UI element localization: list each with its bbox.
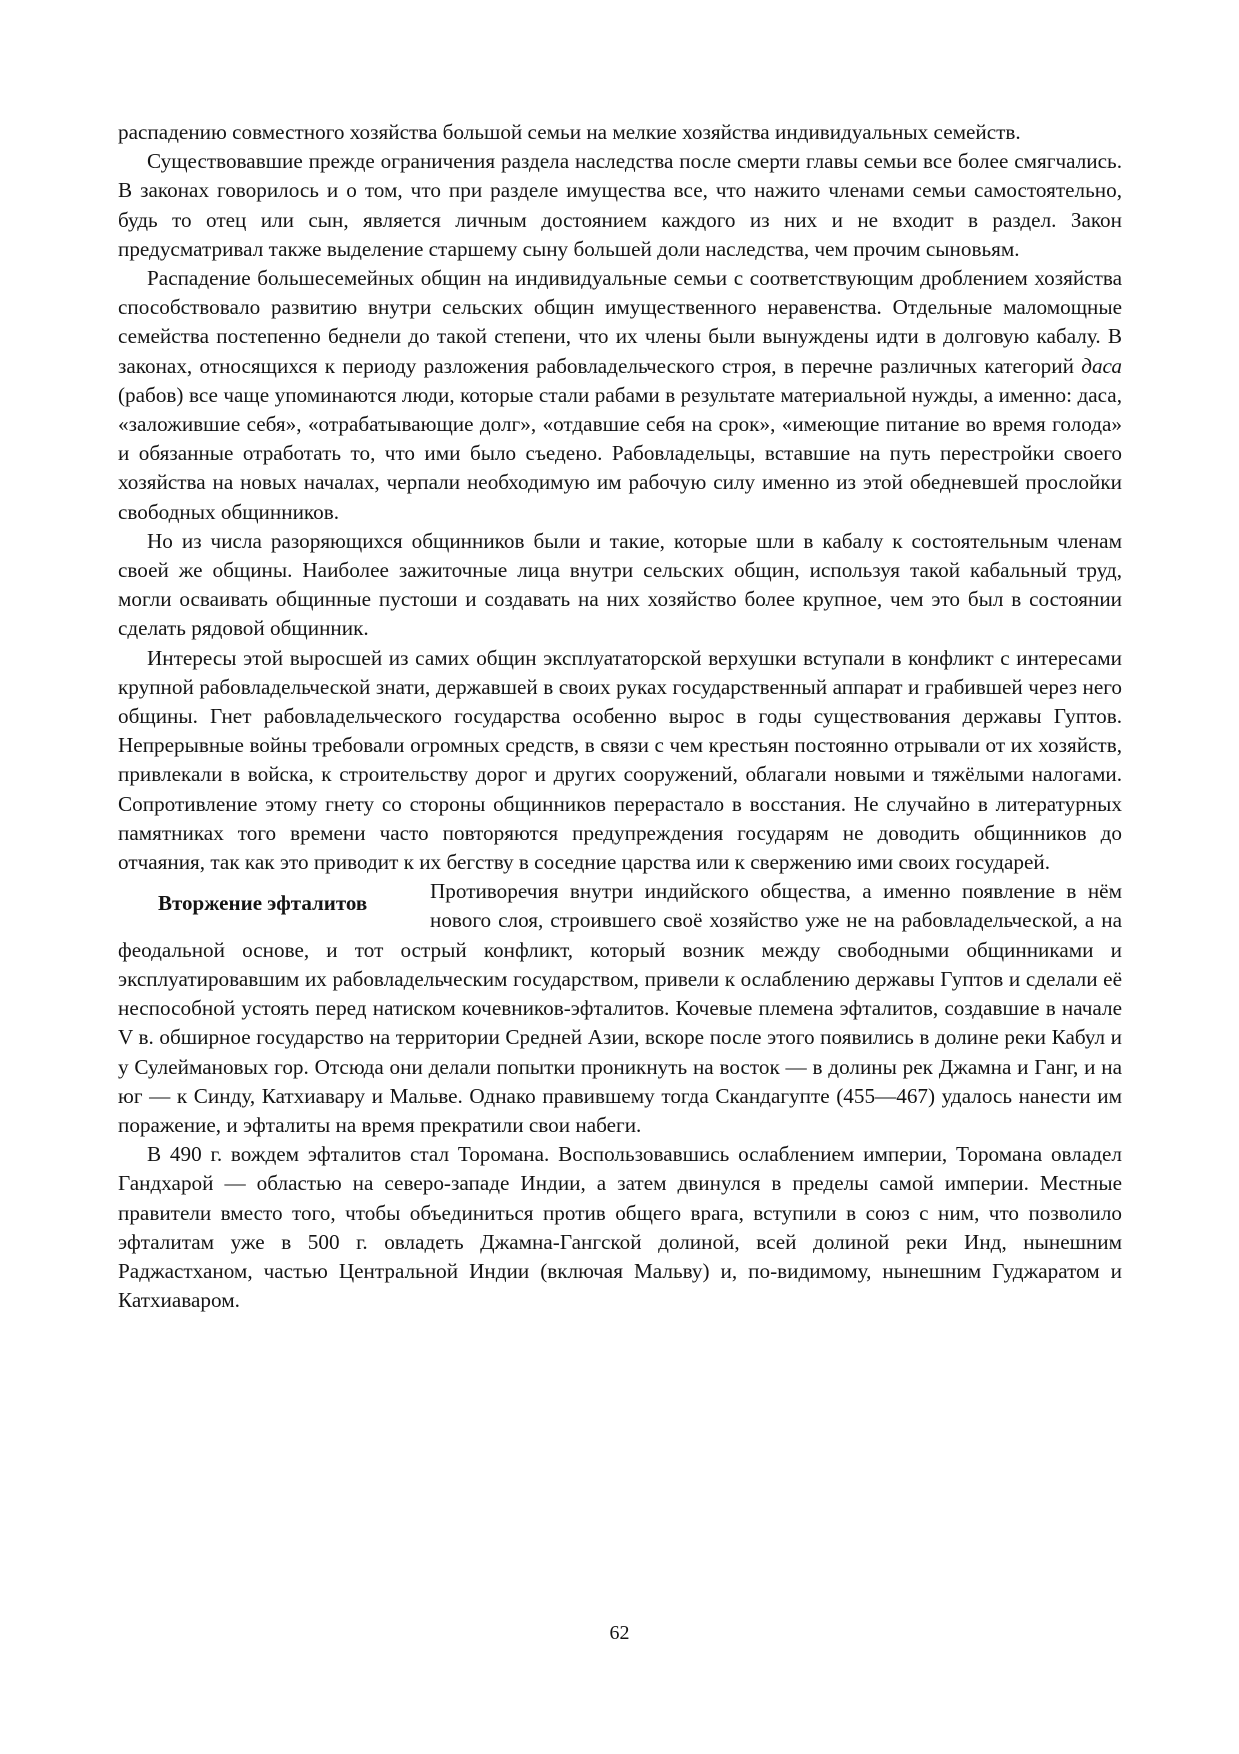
section-ephthalites (118, 877, 1122, 1315)
paragraph-1: распадению совместного хозяйства большой семьи на мелкие хозяйства индивидуальных семейств. (118, 120, 1021, 144)
paragraph-3-start: Распадение большесемейных общин на индивидуальные семьи с соответствующим дроблением хозяйства способствовало развитию внутри сельских общин имущественного неравенства. Отдельные маломощные семейства постепенно беднели до такой степени, что их члены были вынуждены идти в долговую кабалу. В законах, относящихся к периоду разложения рабовладельческого строя, в перечне различных категорий (118, 266, 1122, 378)
paragraph-5: Интересы этой выросшей из самих общин эксплуататорской верхушки вступали в конфликт с интересами крупной рабовладельческой знати, державшей в своих руках государственный аппарат и грабившей через него общины. Гнет рабовладельческого государства особенно вырос в годы существования державы Гуптов. Непрерывные войны требовали огромных средств, в связи с чем крестьян постоянно отрывали от их хозяйств, привлекали в войска, к строительству дорог и других сооружений, облагали новыми и тяжёлыми налогами. Сопротивление этому гнету со стороны общинников перерастало в восстания. Не случайно в литературных памятниках того времени часто повторяются предупреждения государям не доводить общинников до отчаяния, так как это приводит к их бегству в соседние царства или к свержению ими своих государей. (118, 645, 1122, 875)
paragraph-4: Но из числа разоряющихся общинников были и такие, которые шли в кабалу к состоятельным членам своей же общины. Наиболее зажиточные лица внутри сельских общин, используя такой кабальный труд, могли осваивать общинные пустоши и создавать на них хозяйство более крупное, чем это был в состоянии сделать рядовой общинник. (118, 528, 1122, 641)
dasa-term: даса (1081, 353, 1122, 378)
paragraph-3 (118, 264, 1122, 527)
section-heading: Вторжение эфталитов (158, 891, 368, 916)
page-number: 62 (609, 1622, 630, 1644)
page-body (118, 118, 1122, 1315)
paragraph-3-end: (рабов) все чаще упоминаются люди, которые стали рабами в результате материальной нужды, а именно: даса, «заложившие себя», «отрабатывающие долг», «отдавшие себя на срок», «имеющие питание во время голода» и обязанные отработать то, что ими было съедено. Рабовладельцы, вставшие на путь перестройки своего хозяйства на новых началах, черпали необходимую им рабочую силу именно из этой обедневшей прослойки свободных общинников. (118, 382, 1122, 524)
paragraph-2: Существовавшие прежде ограничения раздела наследства после смерти главы семьи все более смягчались. В законах говорилось и о том, что при разделе имущества все, что нажито членами семьи самостоятельно, будь то отец или сын, является личным достоянием каждого из них и не входит в раздел. Закон предусматривал также выделение старшему сыну большей доли наследства, чем прочим сыновьям. (118, 149, 1122, 261)
section-paragraph-1: Противоречия внутри индийского общества, а именно появление в нём нового слоя, строившего своё хозяйство уже не на рабовладельческой, а на феодальной основе, и тот острый конфликт, который возник между свободными общинниками и эксплуатировавшим их рабовладельческим государством, привели к ослаблению державы Гуптов и сделали её неспособной устоять перед натиском кочевников-эфталитов. Кочевые племена эфталитов, создавшие в начале V в. обширное государство на территории Средней Азии, вскоре после этого появились в долине реки Кабул и у Сулеймановых гор. Отсюда они делали попытки проникнуть на восток — в долины рек Джамна и Ганг, и на юг — к Синду, Катхиавару и Мальве. Однако правившему тогда Скандагупте (455—467) удалось нанести им поражение, и эфталиты на время прекратили свои набеги. (118, 879, 1122, 1137)
section-paragraph-2: В 490 г. вождем эфталитов стал Торомана. Воспользовавшись ослаблением империи, Торомана овладел Гандхарой — областью на северо-западе Индии, а затем двинулся в пределы самой империи. Местные правители вместо того, чтобы объединиться против общего врага, вступили в союз с ним, что позволило эфталитам уже в 500 г. овладеть Джамна-Гангской долиной, всей долиной реки Инд, нынешним Раджастханом, частью Центральной Индии (включая Мальву) и, по-видимому, нынешним Гуджаратом и Катхиаваром. (118, 1142, 1122, 1313)
